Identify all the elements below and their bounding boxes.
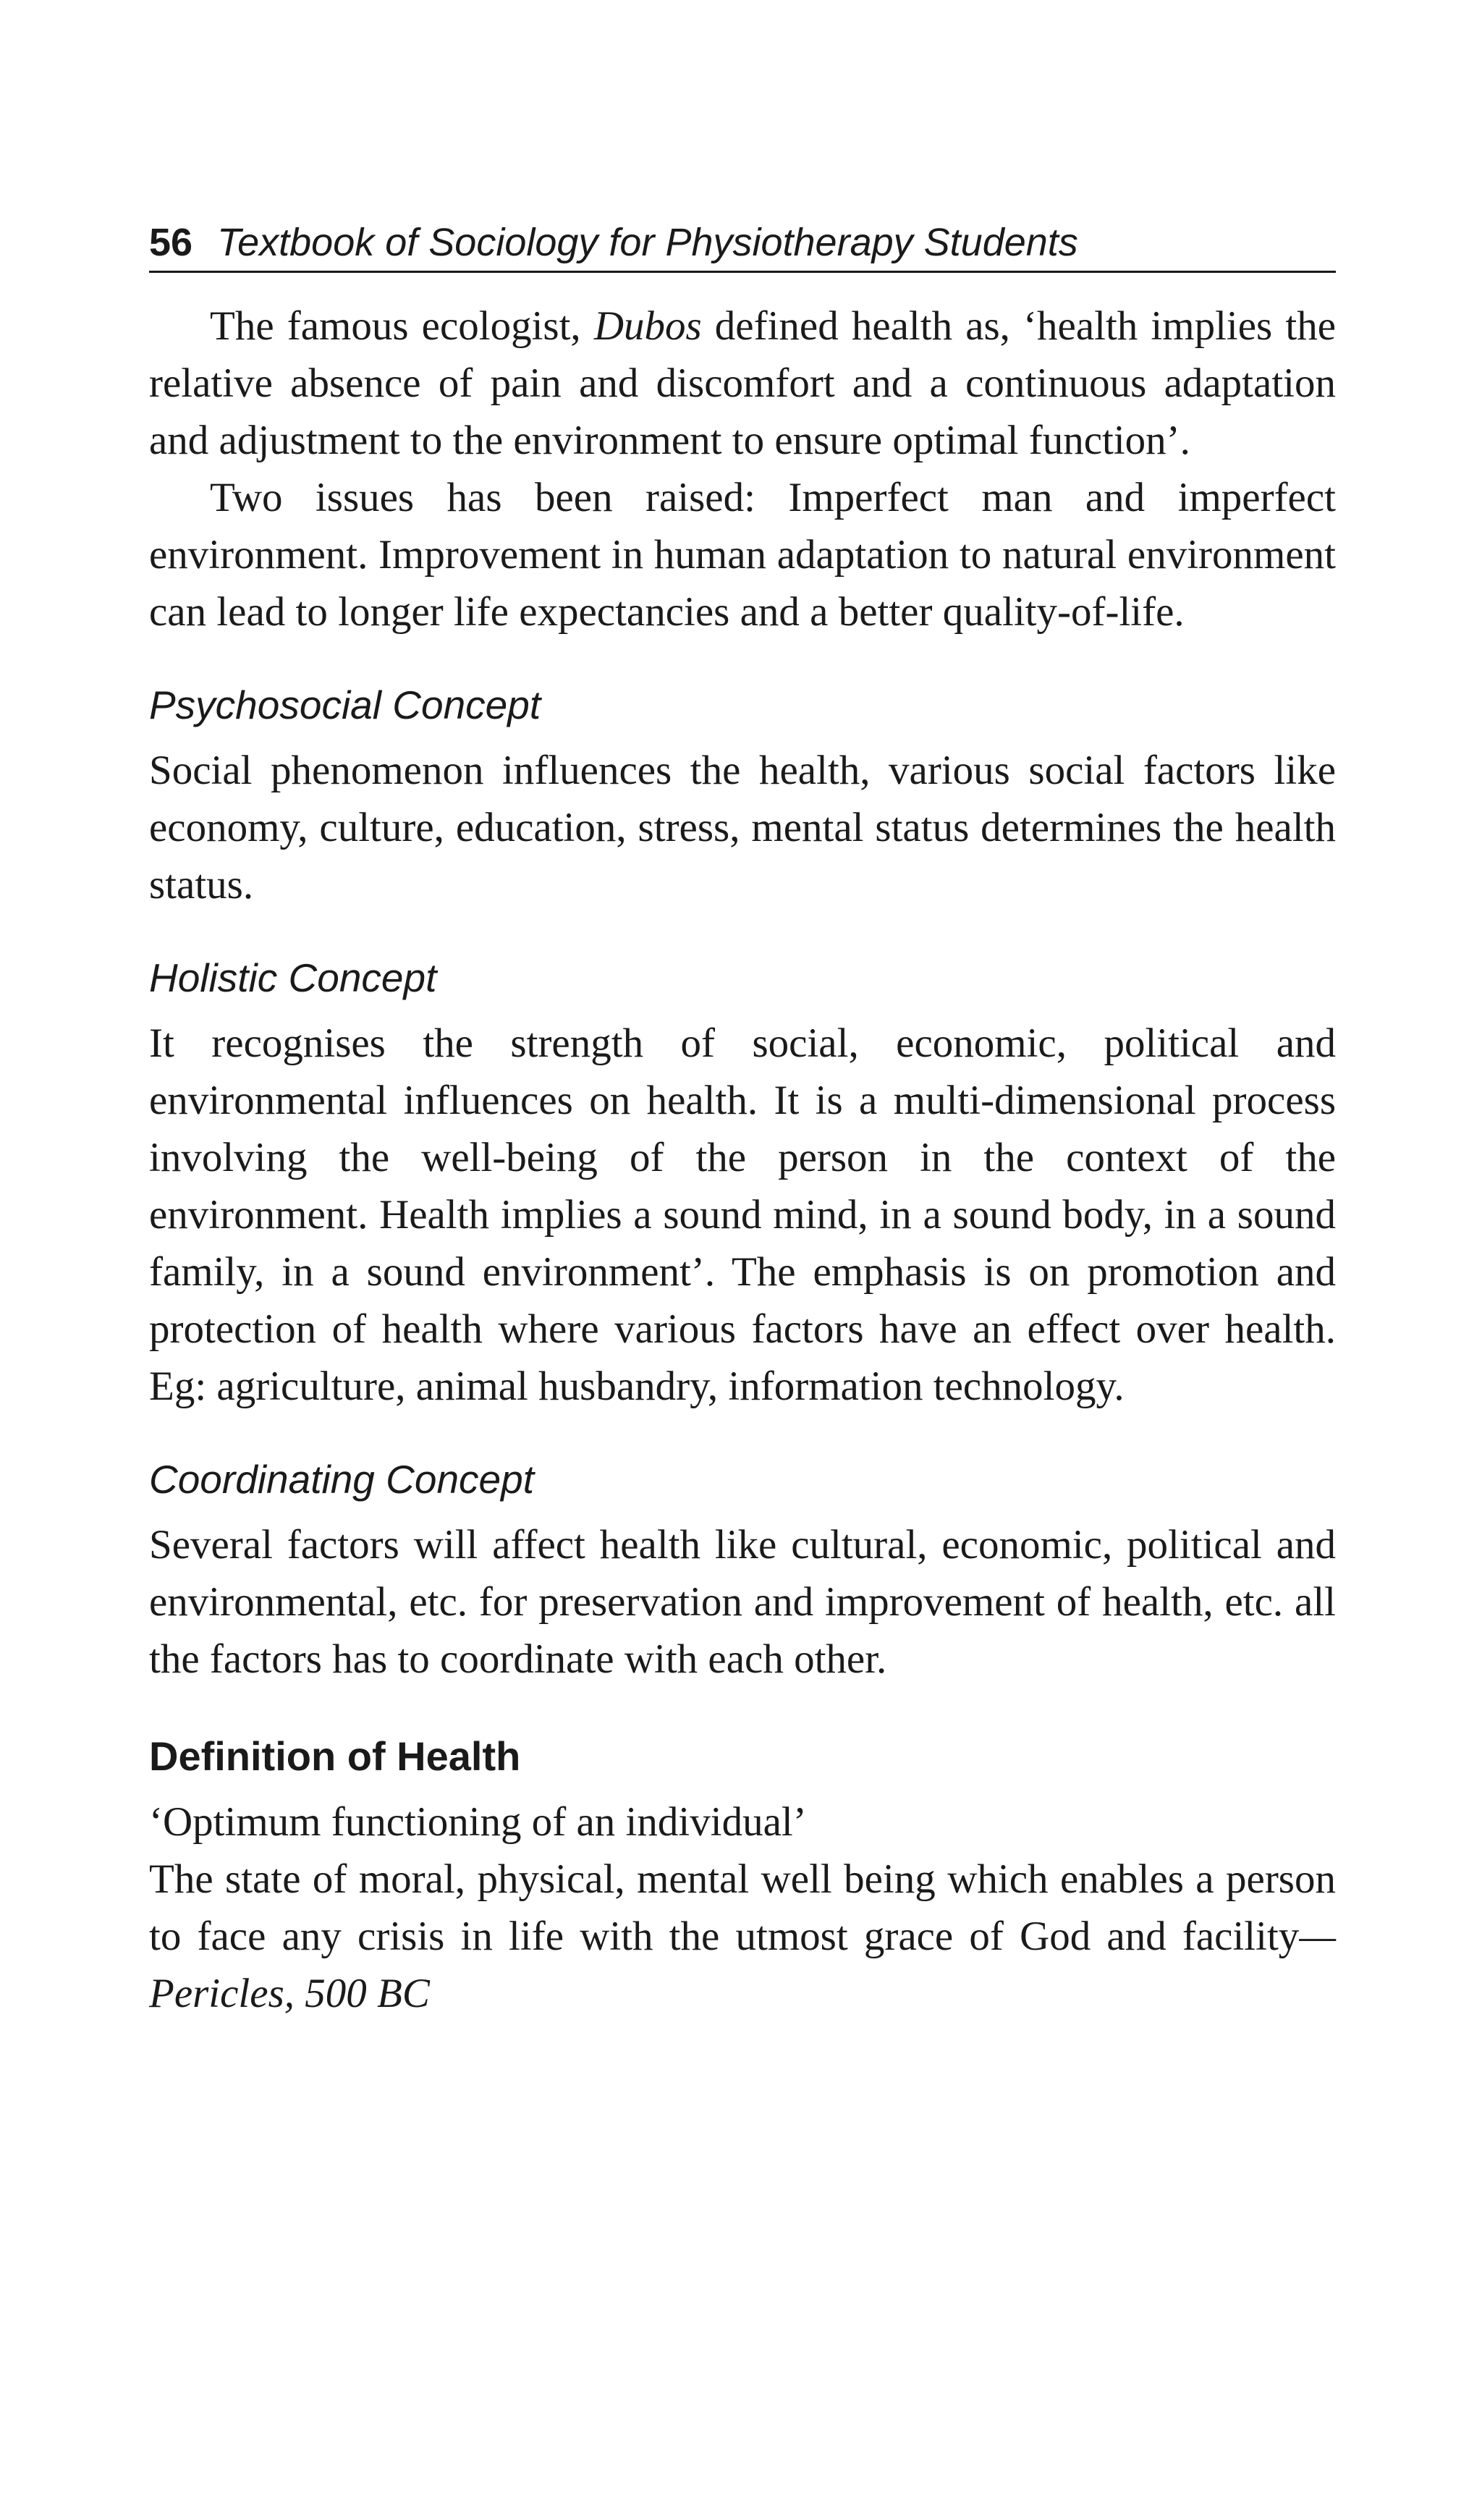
- coordinating-concept-text: Several factors will affect health like cultural, economic, political and environmental, etc. for preservation and improvement of health, etc. all the factors has to coordinate with each other.: [149, 1522, 1336, 1682]
- book-title: Textbook of Sociology for Physiotherapy Students: [217, 221, 1078, 264]
- holistic-concept-text: It recognises the strength of social, economic, political and environmental influences on health. It is a multi-dimensional process involving the well-being of the person in the context of the environment. Health implies a sound mind, in a sound body, in a sound family, in a sound environment’. The emphasis is on promotion and protection of health where various factors have an effect over health. Eg: agriculture, animal husbandry, information technology.: [149, 1020, 1336, 1409]
- intro-paragraph-issues: Two issues has been raised: Imperfect man and imperfect environment. Improvement in human adaptation to natural environment can lead to longer life expectancies and a better quality-of-life.: [149, 475, 1336, 635]
- page-number: 56: [149, 221, 193, 264]
- dubos-definition-text: defined health as, ‘health implies the relative absence of pain and discomfort and a continuous adaptation and adjustment to the environment to ensure optimal function’.: [149, 303, 1336, 463]
- definition-of-health-heading: Definition of Health: [149, 1733, 521, 1779]
- running-head: [149, 217, 1336, 273]
- psychosocial-concept-heading: Psychosocial Concept: [149, 682, 541, 727]
- pericles-definition-text: The state of moral, physical, mental well being which enables a person to face any crisis in life with the utmost grace of God and facility: [149, 1856, 1336, 1959]
- book-page: [149, 217, 1336, 2022]
- coordinating-concept-heading: Coordinating Concept: [149, 1457, 535, 1502]
- holistic-concept-heading: Holistic Concept: [149, 955, 437, 1000]
- definition-line-pericles: [149, 1851, 1336, 2022]
- dubos-lead-text: The famous ecologist,: [210, 303, 594, 349]
- psychosocial-concept-text: Social phenomenon influences the health, various social factors like economy, culture, education, stress, mental status determines the health status.: [149, 748, 1336, 908]
- intro-paragraph-dubos: [149, 297, 1336, 469]
- definition-line-optimum: ‘Optimum functioning of an individual’: [149, 1799, 807, 1845]
- pericles-attribution: —Pericles, 500 BC: [149, 1914, 1336, 2016]
- dubos-name: Dubos: [593, 303, 702, 349]
